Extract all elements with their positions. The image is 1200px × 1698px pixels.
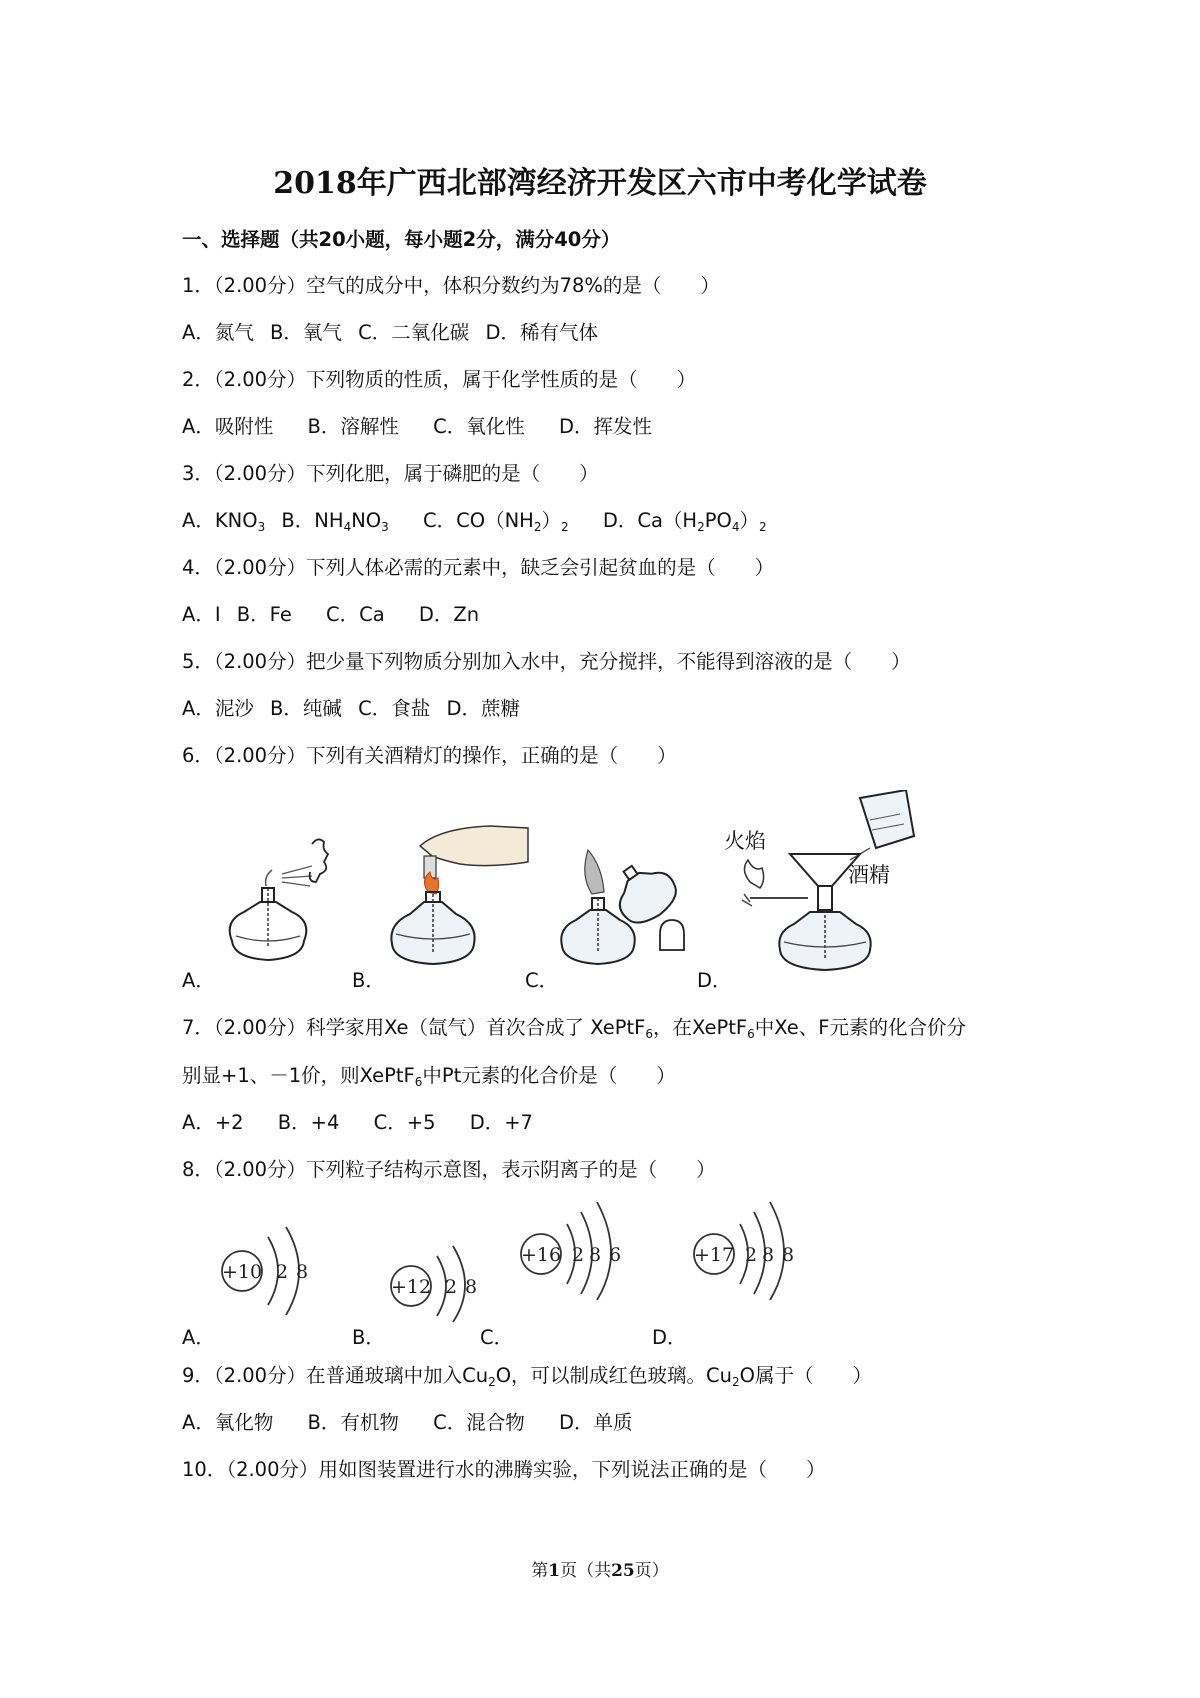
atom-b-nucleus: +12 — [390, 1276, 432, 1298]
atom-d-nucleus: +17 — [693, 1244, 735, 1266]
q7-choice-c: C．+5 — [373, 1111, 436, 1134]
q3-choice-b: B．$NH_4NO_3$ — [281, 509, 389, 534]
question-10-stem: 10．（2.00分）用如图装置进行水的沸腾实验，下列说法正确的是（ ） — [182, 1458, 826, 1481]
alcohol-label: 酒精 — [848, 863, 890, 887]
q2-choice-a: A．吸附性 — [182, 415, 274, 438]
q7-choice-a: A．+2 — [182, 1111, 244, 1134]
q6-label-a: A． — [182, 969, 215, 992]
q5-choice-c: C．食盐 — [358, 697, 431, 720]
alcohol-lamp-figure-d — [720, 790, 920, 980]
question-6-stem: 6．（2.00分）下列有关酒精灯的操作，正确的是（ ） — [182, 744, 677, 767]
q9-choice-d: D．单质 — [558, 1411, 633, 1434]
question-7-stem-line-1: 7．（2.00分）科学家用Xe（氙气）首次合成了 XePtF$_6$，在XePtF$_6$中Xe、F元素的化合价分 — [182, 1016, 966, 1041]
question-1-choices — [182, 317, 608, 345]
atom-c-shell-2: 8 — [589, 1244, 602, 1266]
q6-label-c: C． — [525, 969, 559, 992]
q3-choice-d: D．$Ca(H_2PO_4)_2$ — [602, 509, 767, 534]
q7-choice-b: B．+4 — [277, 1111, 340, 1134]
q2-choice-c: C．氧化性 — [433, 415, 525, 438]
atom-d-shell-2: 8 — [762, 1244, 775, 1266]
atom-diagram-d — [688, 1190, 808, 1300]
question-2-stem: 2．（2.00分）下列物质的性质，属于化学性质的是（ ） — [182, 368, 697, 391]
alcohol-lamp-figure-c — [548, 836, 698, 976]
atom-c-nucleus: +16 — [520, 1244, 562, 1266]
q3-choice-a: A．$KNO_3$ — [182, 509, 266, 534]
q1-choice-d: D．稀有气体 — [485, 321, 598, 344]
atom-diagram-a — [212, 1205, 332, 1315]
alcohol-lamp-figure-a — [212, 836, 332, 976]
page-title: 2018年广西北部湾经济开发区六市中考化学试卷 — [273, 166, 927, 201]
question-2-choices — [182, 411, 680, 439]
atom-b-shell-1: 2 — [445, 1276, 458, 1298]
q1-choice-c: C．二氧化碳 — [358, 321, 470, 344]
atom-diagram-c — [515, 1190, 635, 1300]
flame-label: 火焰 — [724, 829, 766, 853]
q6-label-d: D． — [697, 969, 732, 992]
q9-choice-b: B．有机物 — [307, 1411, 399, 1434]
question-5-stem: 5．（2.00分）把少量下列物质分别加入水中，充分搅拌，不能得到溶液的是（ ） — [182, 650, 911, 673]
question-9-choices — [182, 1407, 660, 1435]
q4-choice-b: B．Fe — [236, 603, 292, 626]
atom-c-shell-1: 2 — [572, 1244, 585, 1266]
q5-choice-b: B．纯碱 — [270, 697, 342, 720]
question-4-stem: 4．（2.00分）下列人体必需的元素中，缺乏会引起贫血的是（ ） — [182, 556, 775, 579]
q4-choice-c: C．Ca — [326, 603, 385, 626]
atom-diagram-b — [385, 1222, 495, 1322]
atom-c-shell-3: 6 — [609, 1244, 622, 1266]
question-7-stem-line-2: 别显+1、－1价，则XePtF$_6$中Pt元素的化合价是（ ） — [182, 1064, 676, 1089]
question-5-choices — [182, 693, 530, 721]
atom-d-shell-1: 2 — [745, 1244, 758, 1266]
q2-choice-d: D．挥发性 — [558, 415, 652, 438]
alcohol-lamp-figure-b — [380, 816, 530, 976]
q7-choice-d: D．+7 — [469, 1111, 533, 1134]
question-3-choices — [182, 505, 795, 534]
atom-a-nucleus: +10 — [221, 1261, 263, 1283]
atom-d-shell-3: 8 — [782, 1244, 795, 1266]
q2-choice-b: B．溶解性 — [307, 415, 399, 438]
q8-label-c: C． — [480, 1326, 514, 1349]
q8-label-a: A． — [182, 1326, 215, 1349]
total-pages: 25 — [611, 1561, 635, 1581]
q1-choice-a: A．氮气 — [182, 321, 254, 344]
q4-choice-a: A．I — [182, 603, 221, 626]
section-heading: 一、选择题（共20小题，每小题2分，满分40分） — [182, 228, 621, 251]
question-4-choices — [182, 599, 507, 627]
q9-choice-c: C．混合物 — [433, 1411, 525, 1434]
question-8-stem: 8．（2.00分）下列粒子结构示意图，表示阴离子的是（ ） — [182, 1158, 716, 1181]
q4-choice-d: D．Zn — [418, 603, 480, 626]
q8-label-d: D． — [652, 1326, 687, 1349]
question-7-choices — [182, 1107, 561, 1135]
q6-label-b: B． — [352, 969, 385, 992]
atom-a-shell-2: 8 — [296, 1261, 309, 1283]
atom-b-shell-2: 8 — [465, 1276, 478, 1298]
q9-choice-a: A．氧化物 — [182, 1411, 274, 1434]
question-1-stem: 1．（2.00分）空气的成分中，体积分数约为78%的是（ ） — [182, 274, 720, 297]
question-3-stem: 3．（2.00分）下列化肥，属于磷肥的是（ ） — [182, 462, 599, 485]
question-9-stem: 9．（2.00分）在普通玻璃中加入$Cu_2O$，可以制成红色玻璃。$Cu_2O$属于（ ） — [182, 1364, 873, 1389]
q5-choice-d: D．蔗糖 — [446, 697, 520, 720]
q1-choice-b: B．氧气 — [270, 321, 342, 344]
q8-label-b: B． — [352, 1326, 385, 1349]
atom-a-shell-1: 2 — [276, 1261, 289, 1283]
current-page-number: 1 — [548, 1561, 561, 1581]
q5-choice-a: A．泥沙 — [182, 697, 254, 720]
q3-choice-c: C．$CO(NH_2)_2$ — [422, 509, 569, 534]
page-footer: 第1页（共25页） — [531, 1561, 669, 1581]
